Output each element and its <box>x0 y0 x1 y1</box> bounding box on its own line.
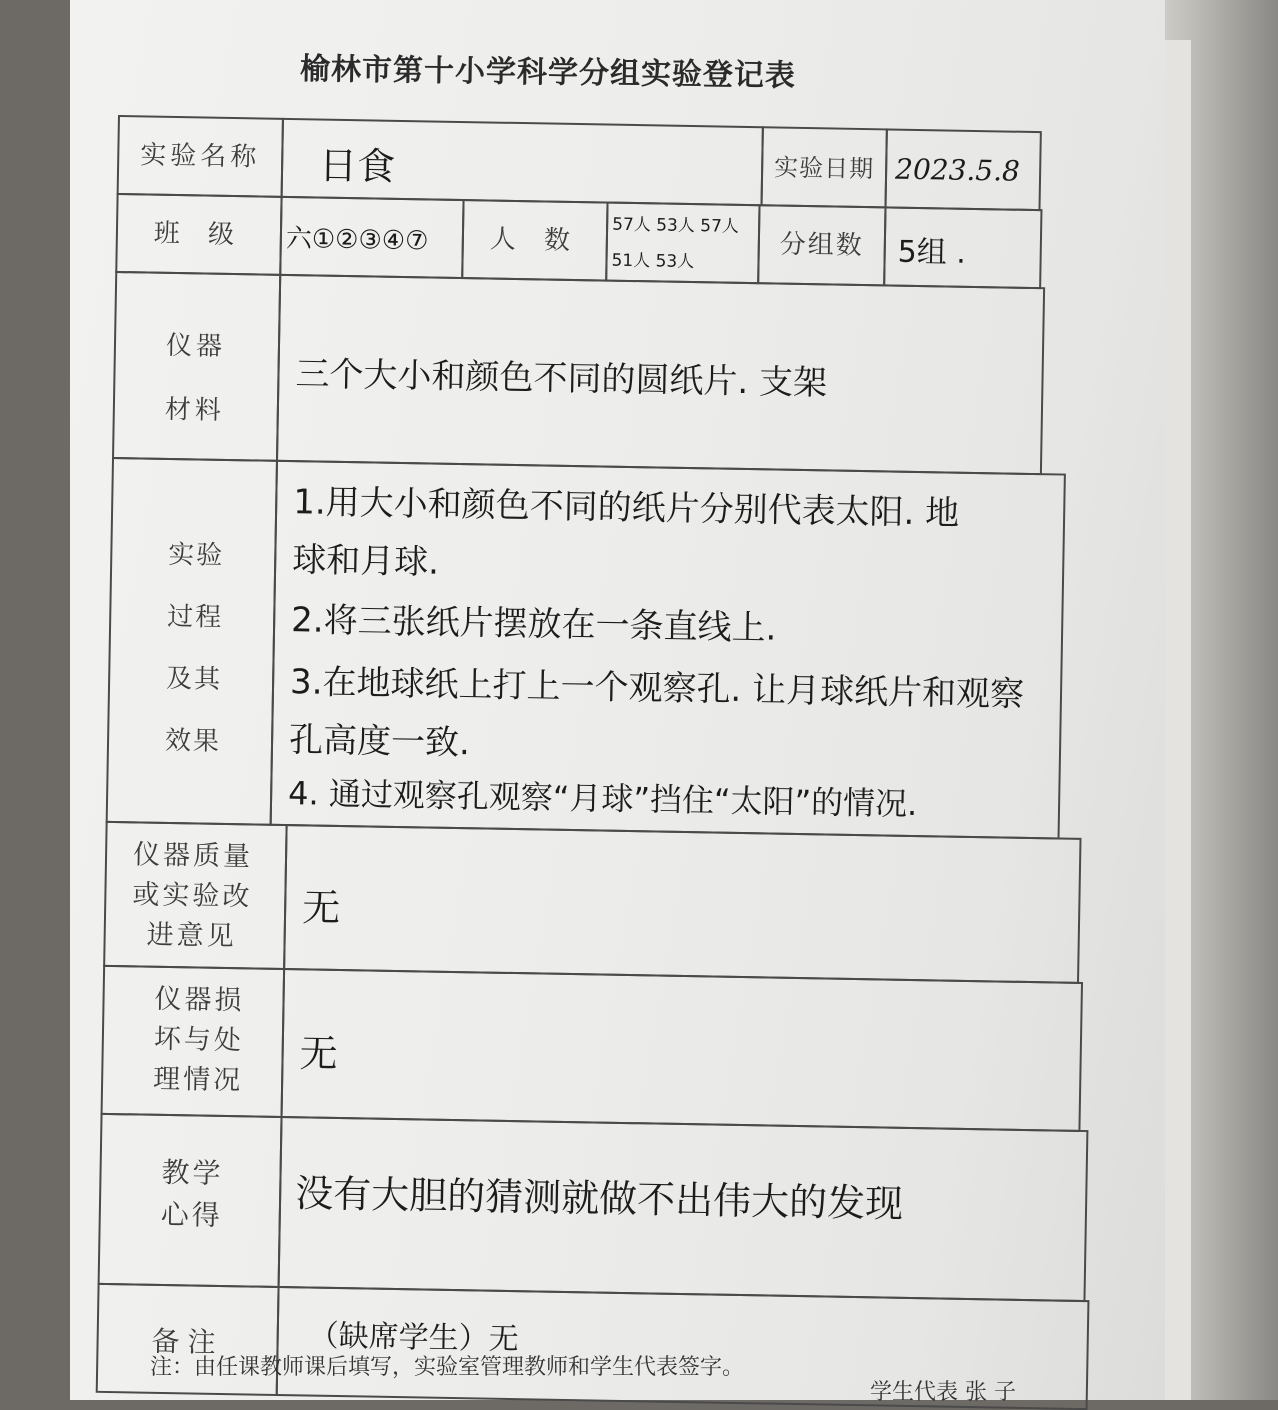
footer-signature: 学生代表 张 子 <box>870 1380 1016 1405</box>
label-experiment-date: 实验日期 <box>773 153 875 184</box>
cell-group-count-label <box>757 204 886 286</box>
value-group-count: 5组 . <box>897 234 967 271</box>
cell-process-value <box>270 460 1066 840</box>
label-damage: 仪器损坏与处理情况 <box>152 983 245 1097</box>
value-experiment-name: 日食 <box>318 143 396 189</box>
cell-instruments-value <box>276 274 1045 475</box>
cell-process-label <box>106 457 278 826</box>
value-people-count-line2: 51人 53人 <box>611 250 695 273</box>
value-people-count-line1: 57人 53人 57人 <box>611 214 740 237</box>
cell-experiment-date-label <box>761 126 888 208</box>
cell-experiment-date-value <box>884 128 1041 211</box>
value-instruments: 三个大小和颜色不同的圆纸片. 支架 <box>295 354 828 404</box>
value-quality: 无 <box>301 885 341 930</box>
value-reflection: 没有大胆的猜测就做不出伟大的发现 <box>294 1171 904 1226</box>
cell-class-value <box>279 196 464 279</box>
label-quality: 仪器质量或实验改进意见 <box>132 839 254 953</box>
value-experiment-date: 2023.5.8 <box>894 152 1021 188</box>
label-process: 实验过程及其效果 <box>164 539 225 757</box>
cell-reflection-label <box>98 1113 283 1288</box>
registration-form-table <box>96 115 1118 1402</box>
cell-people-count-value <box>605 202 760 285</box>
cell-experiment-name-value <box>281 118 764 206</box>
value-damage: 无 <box>299 1031 339 1076</box>
process-line-3: 2.将三张纸片摆放在一条直线上. <box>290 600 777 649</box>
cell-experiment-name-label <box>117 115 284 198</box>
label-people-count: 人 数 <box>489 224 581 257</box>
label-group-count: 分组数 <box>779 229 865 262</box>
label-reflection: 教学心得 <box>160 1155 224 1232</box>
cell-instruments-label <box>112 271 281 462</box>
process-line-5: 孔高度一致. <box>288 720 471 764</box>
form-title: 榆林市第十小学科学分组实验登记表 <box>299 51 797 94</box>
cell-quality-label <box>103 821 288 970</box>
cell-group-count-value <box>883 206 1042 289</box>
process-line-4: 3.在地球纸上打上一个观察孔. 让月球纸片和观察 <box>289 662 1025 715</box>
label-experiment-name: 实验名称 <box>140 140 261 173</box>
process-line-2: 球和月球. <box>291 540 440 583</box>
cell-people-count-label <box>461 199 608 282</box>
process-line-6: 4. 通过观察孔观察“月球”挡住“太阳”的情况. <box>287 774 918 824</box>
cell-reflection-value <box>278 1116 1089 1302</box>
value-remarks: （缺席学生）无 <box>308 1318 519 1358</box>
cell-class-label <box>115 193 282 276</box>
cell-quality-value <box>283 824 1081 984</box>
process-line-1: 1.用大小和颜色不同的纸片分别代表太阳. 地 <box>292 482 960 534</box>
value-class: 六①②③④⑦ <box>285 223 429 257</box>
label-class: 班 级 <box>153 218 245 251</box>
label-remarks: 备注 <box>151 1324 224 1360</box>
cell-damage-value <box>281 968 1083 1132</box>
label-instruments: 仪器材料 <box>164 330 227 426</box>
footer-note: 注：由任课教师课后填写，实验室管理教师和学生代表签字。 <box>150 1355 745 1380</box>
cell-damage-label <box>101 965 286 1118</box>
